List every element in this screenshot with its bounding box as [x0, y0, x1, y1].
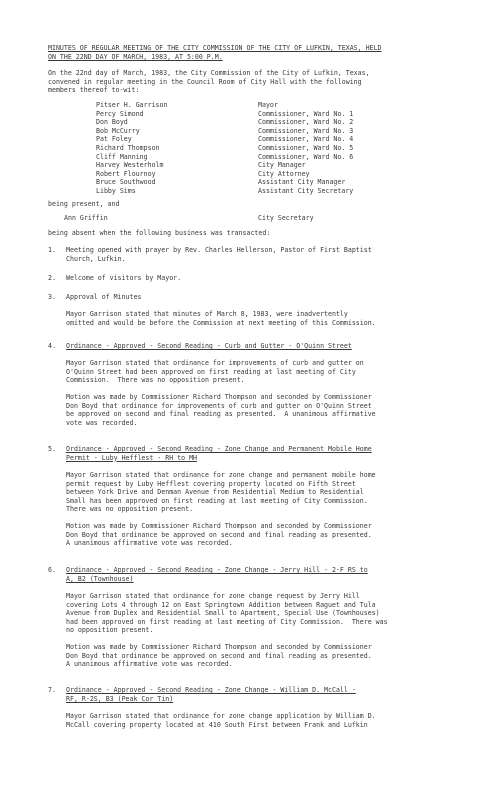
item-number: 1. — [48, 246, 56, 254]
member-role: Commissioner, Ward No. 6 — [258, 152, 354, 161]
member-name: Bob McCurry — [96, 126, 140, 135]
member-role: Mayor — [258, 101, 278, 109]
member-name: Robert Flournoy — [96, 169, 156, 178]
intro-paragraph: On the 22nd day of March, 1983, the City Commission of the City of Lufkin, Texas, convened in regular meeting in the Council Room of City Hall with the following members thereof to-wit: — [48, 69, 370, 95]
member-role: Commissioner, Ward No. 2 — [258, 118, 354, 127]
member-role: Commissioner, Ward No. 4 — [258, 135, 354, 144]
member-row — [96, 101, 456, 110]
member-row — [96, 127, 456, 136]
item-6-paragraph-b: Motion was made by Commissioner Richard Thompson and seconded by Commissioner Don Boyd that ordinance be approved on second and final reading as presented. A unanimous affirmative vote was recorded. — [66, 643, 372, 669]
member-row — [96, 187, 456, 196]
member-name: Bruce Southwood — [96, 178, 156, 187]
member-row — [96, 110, 456, 119]
member-row — [96, 135, 456, 144]
member-row — [96, 170, 456, 179]
item-6-title: Ordinance - Approved - Second Reading - Zone Change - Jerry Hill - 2-F RS to A, B2 (Townhouse) — [66, 566, 368, 583]
item-number: 5. — [48, 445, 56, 453]
item-number: 7. — [48, 686, 56, 694]
item-6-paragraph-a: Mayor Garrison stated that ordinance for zone change request by Jerry Hill covering Lots 4 through 12 on East Springtown Addition between Raguet and Tula Avenue from Duplex and Residential Small to Apartment, Special Use (Townhouses) had been approved on first reading at last meeting of City Commission. There was no opposition present. — [66, 592, 388, 635]
item-number: 3. — [48, 293, 56, 301]
member-name: Cliff Manning — [96, 152, 148, 161]
item-5-paragraph-b: Motion was made by Commissioner Richard Thompson and seconded by Commissioner Don Boyd that ordinance be approved on second and final reading as presented. A unanimous affirmative vote was recorded. — [66, 522, 372, 548]
member-name: Pat Foley — [96, 135, 132, 144]
member-row — [96, 161, 456, 170]
member-name: Richard Thompson — [96, 143, 160, 152]
item-number: 4. — [48, 342, 56, 350]
item-5-paragraph-a: Mayor Garrison stated that ordinance for zone change and permanent mobile home permit request by Luby Hefflest covering property located on Fifth Street between York Drive and Denman Avenue from Residential Medium to Residential Small has been approved on first reading at last meeting of City Commission. There was no opposition present. — [66, 471, 376, 514]
item-4-title: Ordinance - Approved - Second Reading - Curb and Gutter - O'Quinn Street — [66, 342, 352, 350]
member-name: Harvey Westerholm — [96, 161, 164, 170]
member-name: Libby Sims — [96, 186, 136, 195]
member-row — [96, 153, 456, 162]
document-heading: MINUTES OF REGULAR MEETING OF THE CITY COMMISSION OF THE CITY OF LUFKIN, TEXAS, HELD ON THE 22ND DAY OF MARCH, 1983, AT 5:00 P.M. — [48, 44, 382, 61]
member-row — [96, 118, 456, 127]
being-present-line: being present, and — [48, 200, 120, 208]
item-3-title: Approval of Minutes — [66, 293, 142, 301]
member-role: Assistant City Secretary — [258, 186, 354, 195]
member-name: Don Boyd — [96, 118, 128, 127]
member-row — [96, 144, 456, 153]
item-3-paragraph: Mayor Garrison stated that minutes of March 8, 1983, were inadvertently omitted and would be before the Commission at next meeting of this Commission. — [66, 310, 376, 327]
member-role: Commissioner, Ward No. 5 — [258, 143, 354, 152]
item-number: 6. — [48, 566, 56, 574]
members-list — [96, 101, 456, 196]
item-7-paragraph-a: Mayor Garrison stated that ordinance for zone change application by William D. McCall covering property located at 410 South First between Frank and Lufkin — [66, 712, 376, 729]
absent-role: City Secretary — [258, 214, 314, 222]
member-role: Commissioner, Ward No. 1 — [258, 109, 354, 118]
item-4-paragraph-b: Motion was made by Commissioner Richard Thompson and seconded by Commissioner Don Boyd that ordinance for improvements of curb and gutter on O'Quinn Street be approved on second and final reading as presented. A unanimous affirmative vote was recorded. — [66, 393, 376, 427]
item-number: 2. — [48, 274, 56, 282]
member-name: Pitser H. Garrison — [96, 101, 168, 109]
item-5-title: Ordinance - Approved - Second Reading - Zone Change and Permanent Mobile Home Permit - Luby Hefflest - RH to MH — [66, 445, 372, 462]
item-7-title: Ordinance - Approved - Second Reading - Zone Change - William D. McCall - RF, R-2S, B3 (Peak Cor Tin) — [66, 686, 356, 703]
member-role: Assistant City Manager — [258, 178, 346, 187]
member-name: Percy Simond — [96, 109, 144, 118]
member-role: City Attorney — [258, 169, 310, 178]
item-1-title: Meeting opened with prayer by Rev. Charles Hellerson, Pastor of First Baptist Church, Lufkin. — [66, 246, 372, 263]
quorum-line: being absent when the following business was transacted: — [48, 229, 271, 237]
absent-name: Ann Griffin — [64, 214, 108, 222]
item-4-paragraph-a: Mayor Garrison stated that ordinance for improvements of curb and gutter on O'Quinn Street had been approved on first reading at last meeting of City Commission. There was no opposition present. — [66, 359, 364, 385]
member-row — [96, 178, 456, 187]
member-role: Commissioner, Ward No. 3 — [258, 126, 354, 135]
member-role: City Manager — [258, 161, 306, 170]
item-2-title: Welcome of visitors by Mayor. — [66, 274, 182, 282]
